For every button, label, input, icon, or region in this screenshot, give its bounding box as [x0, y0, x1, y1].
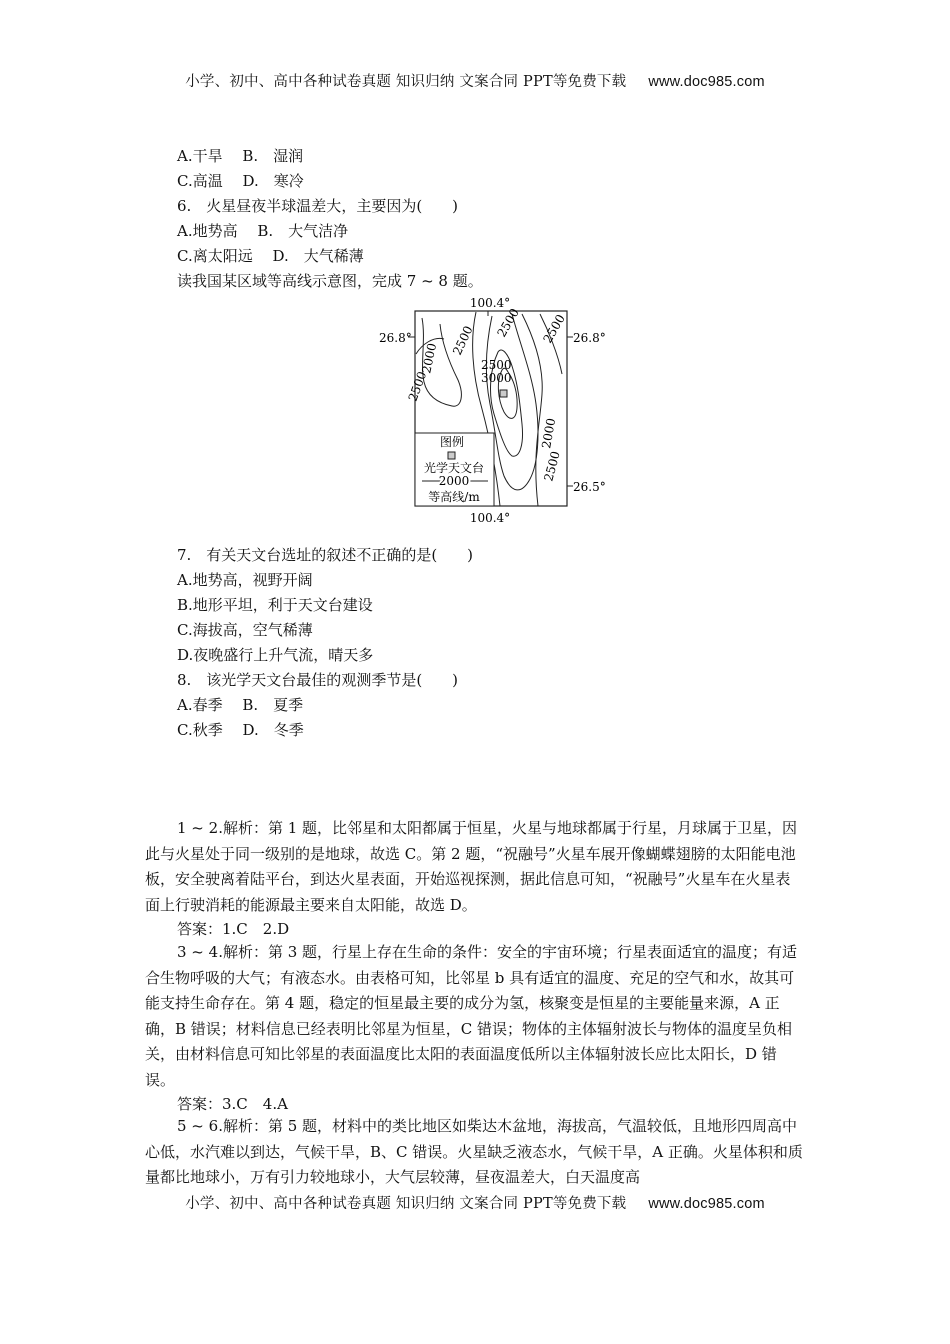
contour-label-3000: 3000 — [481, 371, 512, 385]
question-8: 8. 该光学天文台最佳的观测季节是( ) — [177, 671, 459, 689]
contour-label-2500-center: 2500 — [481, 358, 512, 372]
contour-label-2500-northeast: 2500 — [540, 312, 568, 346]
contour-label-2500-west: 2500 — [405, 369, 430, 404]
contour-label-2000-east: 2000 — [539, 417, 559, 450]
q6-options-cd: C.离太阳远 D. 大气稀薄 — [177, 247, 364, 265]
contour-label-2000-west: 2000 — [419, 341, 440, 375]
q7-option-d: D.夜晚盛行上升气流，晴天多 — [177, 646, 374, 664]
q5-options-cd: C.高温 D. 寒冷 — [177, 172, 304, 190]
q6-options-ab: A.地势高 B. 大气洁净 — [177, 222, 349, 240]
page-header — [0, 70, 950, 91]
question-6: 6. 火星昼夜半球温差大，主要因为( ) — [177, 197, 459, 215]
map-lat-right-top: 26.8° — [573, 331, 606, 345]
q5-options-ab: A.干旱 B. 湿润 — [177, 147, 304, 165]
explanation-3-4 — [145, 940, 805, 1093]
contour-east-2500 — [522, 314, 542, 506]
explanation-3-4-text: 3 ~ 4.解析：第 3 题，行星上存在生命的条件：安全的宇宙环境；行星表面适宜的温度；有适合生物呼吸的大气；有液态水。由表格可知，比邻星 b 具有适宜的温度、充足的空气和水，故其可能支持生命存在。第 4 题，稳定的恒星最主要的成分为氢，核聚变是恒星的主要能量来源，A 正确，B 错误；材料信息已经表明比邻星为恒星，C 错误；物体的主体辐射波长与物体的温度呈负相关，由材料信息可知比邻星的表面温度比太阳的表面温度低所以主体辐射波长应比太阳长，D 错误。 — [145, 943, 798, 1089]
q8-options-ab: A.春季 B. 夏季 — [177, 696, 304, 714]
contour-map — [372, 294, 612, 526]
contour-label-2500-center-west: 2500 — [450, 323, 476, 358]
explanation-5-6 — [145, 1114, 805, 1191]
footer-site: www.doc985.com — [648, 1196, 765, 1212]
map-lon-top: 100.4° — [469, 296, 511, 310]
header-site: www.doc985.com — [648, 74, 765, 90]
q8-options-cd: C.秋季 D. 冬季 — [177, 721, 304, 739]
answer-3-4: 答案：3.C 4.A — [177, 1095, 288, 1113]
legend-observatory-label: 光学天文台 — [423, 461, 485, 475]
legend-title: 图例 — [439, 435, 465, 449]
observatory-marker — [500, 390, 507, 397]
map-legend — [415, 433, 494, 506]
footer-text: 小学、初中、高中各种试卷真题 知识归纳 文案合同 PPT等免费下载 — [185, 1196, 627, 1212]
map-lat-right-bottom: 26.5° — [573, 480, 606, 494]
contour-label-2500-southeast: 2500 — [541, 449, 563, 483]
contour-label-2500-north: 2500 — [494, 306, 522, 340]
explanation-1-2 — [145, 816, 805, 918]
map-intro: 读我国某区域等高线示意图，完成 7 ~ 8 题。 — [177, 272, 483, 290]
header-text: 小学、初中、高中各种试卷真题 知识归纳 文案合同 PPT等免费下载 — [185, 74, 627, 90]
map-lon-bottom: 100.4° — [469, 511, 511, 525]
q7-option-a: A.地势高，视野开阔 — [177, 571, 313, 589]
explanation-1-2-text: 1 ~ 2.解析：第 1 题，比邻星和太阳都属于恒星，火星与地球都属于行星，月球属于卫星，因此与火星处于同一级别的是地球，故选 C。第 2 题，“祝融号”火星车展开像蝴蝶翅膀的太阳能电池板，安全驶离着陆平台，到达火星表面，开始巡视探测，据此信息可知，“祝融号”火星车在火星表面上行驶消耗的能源最主要来自太阳能，故选 D。 — [145, 819, 798, 914]
page-footer — [0, 1192, 950, 1213]
legend-contour-value: 2000 — [438, 474, 470, 488]
q7-option-c: C.海拔高，空气稀薄 — [177, 621, 313, 639]
q7-option-b: B.地形平坦，利于天文台建设 — [177, 596, 373, 614]
explanation-5-6-text: 5 ~ 6.解析：第 5 题，材料中的类比地区如柴达木盆地，海拔高，气温较低，且地形四周高中心低，水汽难以到达，气候干旱，B、C 错误。火星缺乏液态水，气候干旱，A 正确。火星体积和质量都比地球小，万有引力较地球小，大气层较薄，昼夜温差大，白天温度高 — [145, 1117, 803, 1186]
answer-1-2: 答案：1.C 2.D — [177, 920, 290, 938]
legend-observatory-symbol — [448, 452, 455, 459]
question-7: 7. 有关天文台选址的叙述不正确的是( ) — [177, 546, 474, 564]
map-lat-left: 26.8° — [379, 331, 412, 345]
legend-contour-label: 等高线/m — [428, 490, 480, 504]
